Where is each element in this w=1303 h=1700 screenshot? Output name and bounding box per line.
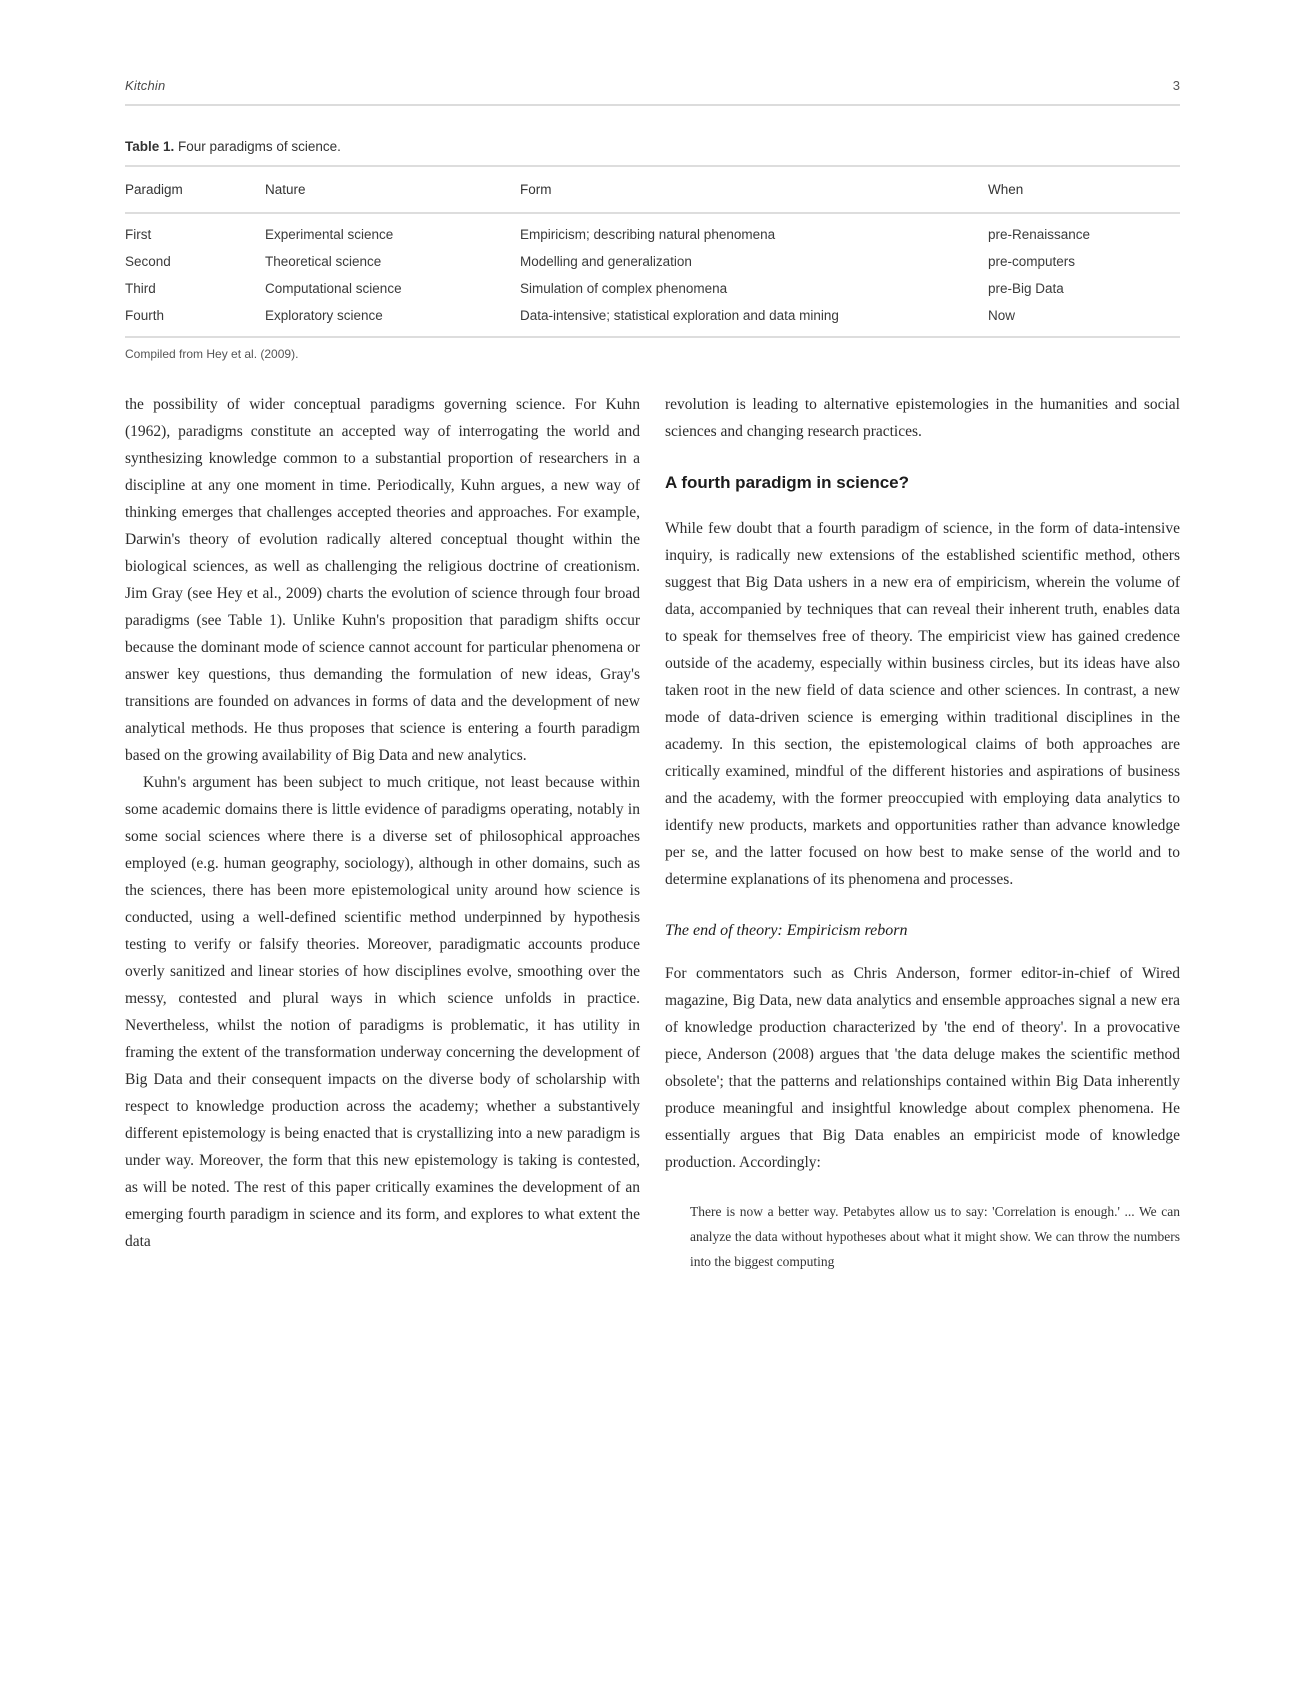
table-body — [125, 213, 1180, 337]
right-column — [665, 391, 1180, 1274]
cell-form: Data-intensive; statistical exploration and data mining — [520, 308, 839, 323]
table-row — [125, 248, 1180, 275]
cell-paradigm: Fourth — [125, 308, 165, 323]
column-header-nature: Nature — [265, 166, 520, 213]
cell-nature: Theoretical science — [265, 254, 382, 269]
running-head — [125, 78, 1180, 106]
left-paragraph-1: the possibility of wider conceptual paradigms governing science. For Kuhn (1962), paradigms constitute an accepted way of interrogating the world and synthesizing knowledge common to a substantial proportion of researchers in a discipline at any one moment in time. Periodically, Kuhn argues, a new way of thinking emerges that challenges accepted theories and approaches. For example, Darwin's theory of evolution radically altered conceptual thought within the biological sciences, as well as challenging the religious doctrine of creationism. Jim Gray (see Hey et al., 2009) charts the evolution of science through four broad paradigms (see Table 1). Unlike Kuhn's proposition that paradigm shifts occur because the dominant mode of science cannot account for particular phenomena or answer key questions, thus demanding the formulation of new ideas, Gray's transitions are founded on advances in forms of data and the development of new analytical methods. He thus proposes that science is entering a fourth paradigm based on the growing availability of Big Data and new analytics. — [125, 396, 640, 764]
table-source-note: Compiled from Hey et al. (2009). — [125, 347, 299, 361]
cell-form: Modelling and generalization — [520, 254, 692, 269]
cell-nature: Experimental science — [265, 227, 394, 242]
column-header-paradigm: Paradigm — [125, 166, 265, 213]
table-header — [125, 166, 1180, 213]
table-row — [125, 275, 1180, 302]
column-header-when: When — [988, 166, 1180, 213]
continuation-paragraph: revolution is leading to alternative epistemologies in the humanities and social sciences and changing research practices. — [665, 396, 1180, 440]
table-row — [125, 213, 1180, 248]
left-paragraph-2: Kuhn's argument has been subject to much critique, not least because within some academic domains there is little evidence of paradigms operating, notably in some social sciences where there is a diverse set of philosophical approaches employed (e.g. human geography, sociology), although in other domains, such as the sciences, there has been more epistemological unity around how science is conducted, using a well-defined scientific method underpinned by hypothesis testing to verify or falsify theories. Moreover, paradigmatic accounts produce overly sanitized and linear stories of how disciplines evolve, smoothing over the messy, contested and plural ways in which science unfolds in practice. Nevertheless, whilst the notion of paradigms is problematic, it has utility in framing the extent of the transformation underway concerning the development of Big Data and their consequent impacts on the diverse body of scholarship with respect to knowledge production across the academy; whether a substantively different epistemology is being enacted that is crystallizing into a new paradigm is under way. Moreover, the form that this new epistemology is taking is contested, as will be noted. The rest of this paper critically examines the development of an emerging fourth paradigm in science and its form, and explores to what extent the data — [125, 774, 640, 1250]
cell-when: pre-computers — [988, 254, 1076, 269]
cell-nature: Computational science — [265, 281, 402, 296]
cell-nature: Exploratory science — [265, 308, 383, 323]
table-caption-label: Table 1. — [125, 139, 175, 154]
cell-form: Empiricism; describing natural phenomena — [520, 227, 776, 242]
cell-paradigm: First — [125, 227, 152, 242]
subsection-heading: The end of theory: Empiricism reborn — [665, 922, 908, 939]
left-column — [125, 391, 640, 1274]
column-header-form: Form — [520, 166, 988, 213]
subsection-paragraph: For commentators such as Chris Anderson, former editor-in-chief of Wired magazine, Big Data, new data analytics and ensemble approaches signal a new era of knowledge production characterized by 'the end of theory'. In a provocative piece, Anderson (2008) argues that 'the data deluge makes the scientific method obsolete'; that the patterns and relationships contained within Big Data inherently produce meaningful and insightful knowledge about complex phenomena. He essentially argues that Big Data enables an empiricist mode of knowledge production. Accordingly: — [665, 965, 1180, 1171]
cell-when: pre-Renaissance — [988, 227, 1091, 242]
table-caption — [125, 139, 1180, 154]
body-columns — [125, 391, 1180, 1274]
paradigms-table — [125, 165, 1180, 338]
table-caption-text: Four paradigms of science. — [178, 139, 341, 154]
page-number: 3 — [1172, 78, 1180, 93]
cell-form: Simulation of complex phenomena — [520, 281, 728, 296]
block-quote: There is now a better way. Petabytes allow us to say: 'Correlation is enough.' ... We can analyze the data without hypotheses about what it might show. We can throw the numbers into the biggest computing — [690, 1204, 1180, 1269]
cell-when: pre-Big Data — [988, 281, 1064, 296]
cell-paradigm: Second — [125, 254, 171, 269]
table-row — [125, 302, 1180, 337]
section-heading: A fourth paradigm in science? — [665, 473, 910, 492]
cell-when: Now — [988, 308, 1016, 323]
cell-paradigm: Third — [125, 281, 156, 296]
running-head-author: Kitchin — [125, 78, 166, 93]
section-paragraph: While few doubt that a fourth paradigm of science, in the form of data-intensive inquiry, is radically new extensions of the established scientific method, others suggest that Big Data ushers in a new era of empiricism, wherein the volume of data, accompanied by techniques that can reveal their inherent truth, enables data to speak for themselves free of theory. The empiricist view has gained credence outside of the academy, especially within business circles, but its ideas have also taken root in the new field of data science and other sciences. In contrast, a new mode of data-driven science is emerging within traditional disciplines in the academy. In this section, the epistemological claims of both approaches are critically examined, mindful of the different histories and aspirations of business and the academy, with the former preoccupied with employing data analytics to identify new products, markets and opportunities rather than advance knowledge per se, and the latter focused on how best to make sense of the world and to determine explanations of its phenomena and processes. — [665, 520, 1180, 888]
table-header-row — [125, 166, 1180, 213]
